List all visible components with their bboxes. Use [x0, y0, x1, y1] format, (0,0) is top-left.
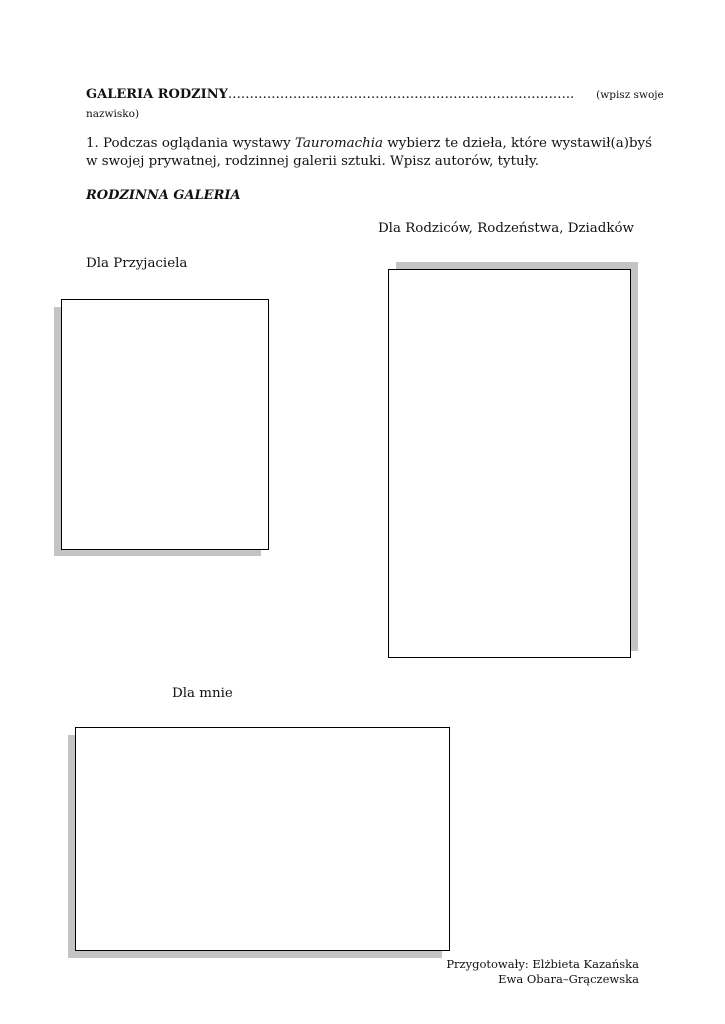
task-text-before: Podczas oglądania wystawy — [103, 136, 291, 151]
credits — [446, 957, 639, 987]
me-frame[interactable] — [75, 727, 450, 951]
task-line-2: w swojej prywatnej, rodzinnej galerii sztuki. Wpisz autorów, tytuły. — [86, 154, 539, 169]
friend-frame-label: Dla Przyjaciela — [86, 256, 188, 271]
family-frame-label: Dla Rodziców, Rodzeństwa, Dziadków — [377, 221, 634, 236]
family-frame[interactable] — [388, 269, 631, 658]
worksheet-title-line — [86, 87, 664, 102]
worksheet-title: GALERIA RODZINY — [86, 87, 228, 102]
exhibition-name: Tauromachia — [294, 136, 384, 151]
task-text-after: wybierz te dzieła, które wystawił(a)byś — [387, 136, 652, 151]
task-instruction — [86, 135, 652, 171]
task-line-1 — [86, 135, 652, 153]
me-frame-label: Dla mnie — [172, 686, 233, 701]
name-instruction-continued: nazwisko) — [86, 108, 140, 120]
name-instruction: (wpisz swoje — [596, 89, 664, 101]
task-number: 1. — [86, 136, 99, 151]
gallery-heading: RODZINNA GALERIA — [86, 188, 241, 203]
name-fill-line: …………………………………………………………………….. — [227, 87, 575, 102]
credits-line-2: Ewa Obara–Grączewska — [498, 972, 639, 986]
credits-line-1: Przygotowały: Elżbieta Kazańska — [446, 957, 639, 971]
friend-frame[interactable] — [61, 299, 269, 550]
